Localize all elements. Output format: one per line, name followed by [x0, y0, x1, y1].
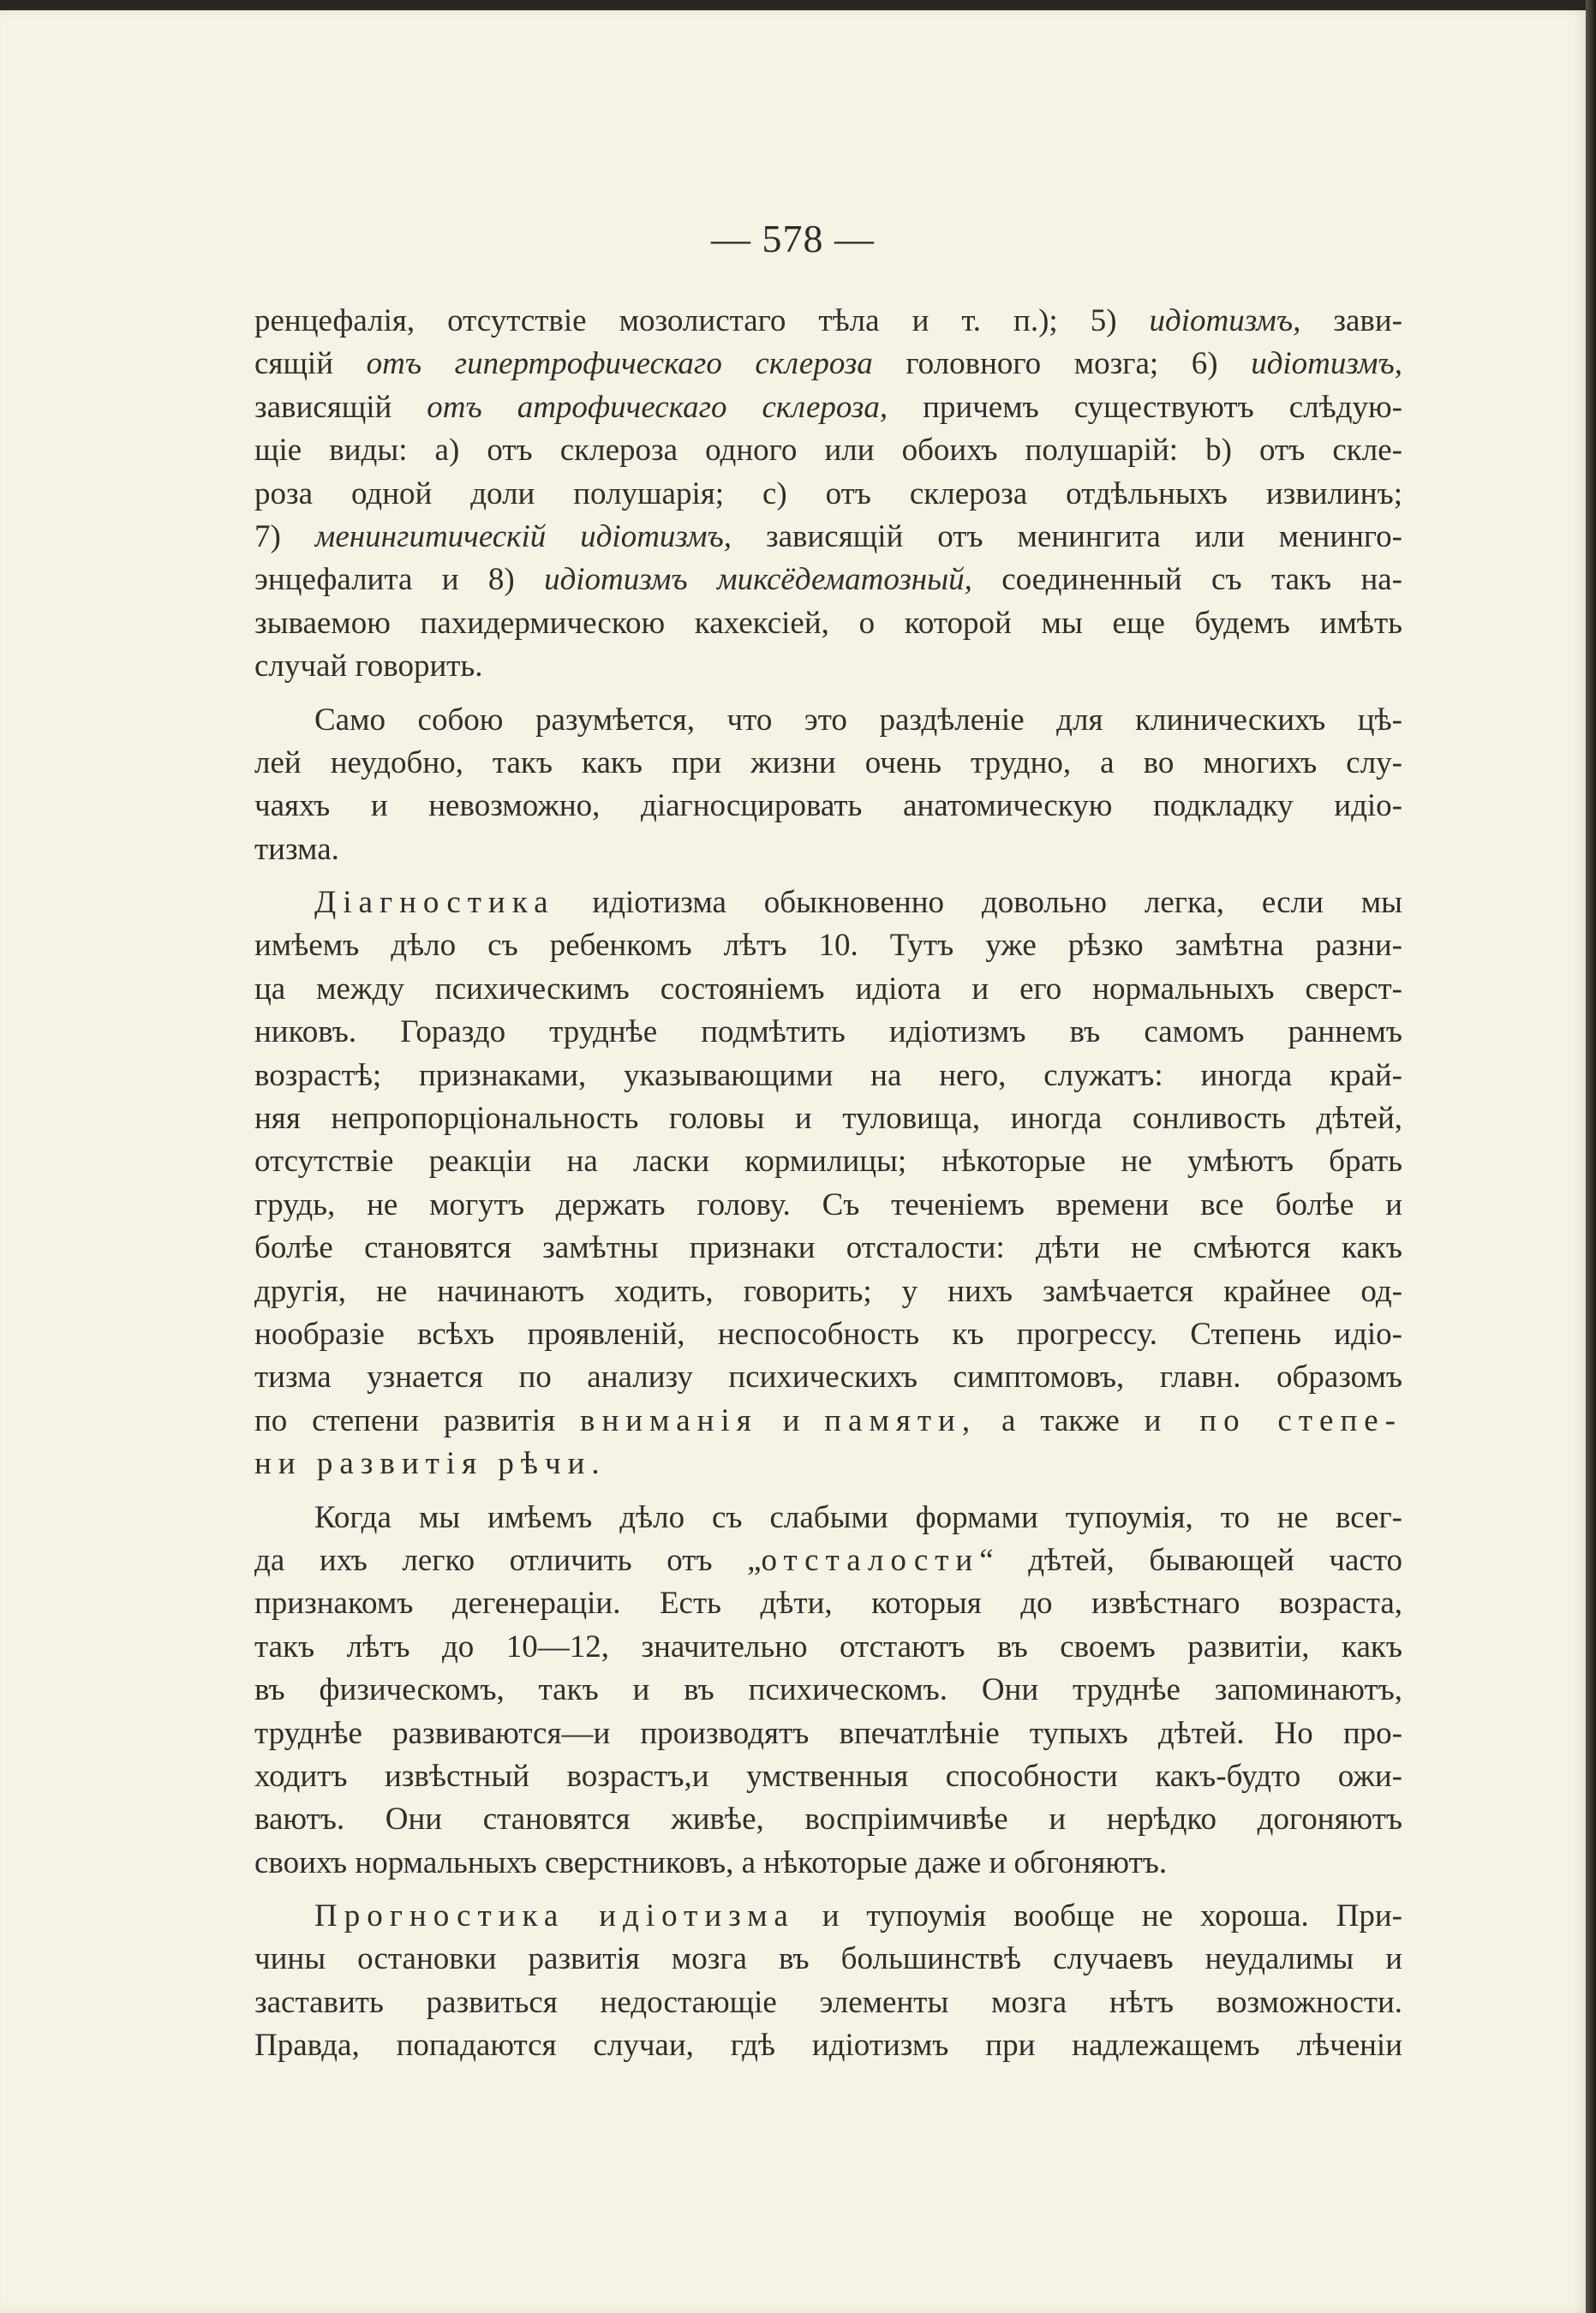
- italic-term: идіотизмъ,: [1251, 346, 1402, 382]
- text-line: [254, 1140, 1402, 1183]
- body-text: [254, 300, 1402, 2068]
- text-line: [254, 1227, 1402, 1270]
- text-segment: имѣемъ дѣло съ ребенкомъ лѣтъ 10. Тутъ уже рѣзко замѣтна разни-: [254, 928, 1402, 964]
- text-line: [254, 1356, 1402, 1399]
- text-line: [254, 1270, 1402, 1313]
- text-segment: ходитъ извѣстный возрастъ,и умственныя способности какъ-будто ожи-: [254, 1758, 1402, 1794]
- spaced-term: Діагностика: [314, 885, 555, 921]
- text-line: [254, 602, 1402, 645]
- italic-term: отъ гипертрофическаго склероза: [366, 346, 873, 382]
- book-page: [0, 10, 1586, 2313]
- text-segment: и тупоумія вообще не хороша. При-: [794, 1898, 1403, 1934]
- text-segment: ваютъ. Они становятся живѣе, воспріимчивѣе и нерѣдко догоняютъ: [254, 1802, 1402, 1838]
- text-segment: щіе виды: а) отъ склероза одного или обоихъ полушарій: b) отъ скле-: [254, 433, 1402, 469]
- scan-top-edge: [0, 0, 1596, 10]
- paragraph-gap: [254, 1885, 1402, 1895]
- spaced-term: Прогностика идіотизма: [314, 1898, 795, 1934]
- text-segment: причемъ существуютъ слѣдую-: [888, 389, 1402, 425]
- text-line: [254, 742, 1402, 785]
- text-segment: соединенный съ такъ на-: [971, 562, 1402, 598]
- text-line: [254, 1938, 1402, 1981]
- italic-term: отъ атрофическаго склероза,: [427, 389, 888, 425]
- text-line: [254, 1712, 1402, 1755]
- text-segment: по степени развитія: [254, 1402, 580, 1438]
- text-segment: и: [757, 1402, 825, 1438]
- text-line: [254, 2024, 1402, 2067]
- text-segment: зави-: [1300, 303, 1403, 338]
- text-line: [254, 1097, 1402, 1140]
- text-line: [254, 1497, 1402, 1539]
- text-line: [254, 1400, 1402, 1443]
- text-line: [254, 1981, 1402, 2024]
- text-segment: ренцефалія, отсутствіе мозолистаго тѣла и т. п.); 5): [254, 303, 1150, 338]
- text-segment: другія, не начинаютъ ходить, говорить; у нихъ замѣчается крайнее од-: [254, 1273, 1402, 1309]
- text-segment: зависящій отъ менингита или менинго-: [732, 518, 1402, 554]
- text-line: [254, 516, 1402, 559]
- spaced-term: отсталости: [761, 1542, 980, 1578]
- italic-term: менингитическій идіотизмъ,: [314, 518, 732, 554]
- text-segment: труднѣе развиваются—и производятъ впечатлѣніе тупыхъ дѣтей. Но про-: [254, 1715, 1402, 1751]
- paragraph-gap: [254, 871, 1402, 882]
- text-line: [254, 924, 1402, 967]
- text-segment: отсутствіе реакціи на ласки кормилицы; нѣкоторые не умѣютъ брать: [254, 1144, 1402, 1180]
- spaced-term: вниманія: [579, 1402, 758, 1438]
- text-line: [254, 1842, 1402, 1885]
- text-segment: тизма.: [254, 831, 339, 867]
- italic-term: идіотизмъ миксёдематозный,: [544, 562, 972, 598]
- text-segment: 7): [254, 518, 315, 554]
- text-line: [254, 699, 1402, 742]
- text-segment: зависящій: [254, 389, 427, 425]
- paragraph-gap: [254, 689, 1402, 699]
- text-line: [254, 1539, 1402, 1582]
- text-segment: признакомъ дегенераціи. Есть дѣти, которыя до извѣстнаго возраста,: [254, 1586, 1402, 1622]
- text-line: [254, 1313, 1402, 1356]
- text-line: [254, 882, 1402, 924]
- text-segment: своихъ нормальныхъ сверстниковъ, а нѣкоторые даже и обгоняютъ.: [254, 1844, 1168, 1880]
- text-segment: грудь, не могутъ держать голову. Съ теченіемъ времени все болѣе и: [254, 1186, 1402, 1222]
- text-segment: зываемою пахидермическою кахексіей, о которой мы еще будемъ имѣть: [254, 605, 1402, 641]
- text-segment: роза одной доли полушарія; с) отъ склероза отдѣльныхъ извилинъ;: [254, 475, 1402, 511]
- text-segment: энцефалита и 8): [254, 562, 545, 598]
- text-line: [254, 429, 1402, 472]
- text-segment: въ физическомъ, такъ и въ психическомъ. Они труднѣе запоминаютъ,: [254, 1672, 1402, 1708]
- text-segment: “ дѣтей, бывающей часто: [979, 1542, 1402, 1578]
- text-segment: возрастѣ; признаками, указывающими на него, служатъ: иногда край-: [254, 1057, 1402, 1093]
- text-segment: заставить развиться недостающіе элементы мозга нѣтъ возможности.: [254, 1984, 1402, 2020]
- spaced-term: памяти,: [824, 1402, 977, 1438]
- text-line: [254, 1798, 1402, 1841]
- text-segment: чаяхъ и невозможно, діагносцировать анатомическую подкладку идіо-: [254, 788, 1402, 824]
- text-segment: такъ лѣтъ до 10—12, значительно отстаютъ въ своемъ развитіи, какъ: [254, 1629, 1402, 1665]
- spaced-term: ни развитія рѣчи.: [254, 1446, 607, 1482]
- text-line: [254, 1626, 1402, 1669]
- text-segment: да ихъ легко отличить отъ „: [254, 1542, 762, 1578]
- text-segment: Когда мы имѣемъ дѣло съ слабыми формами тупоумія, то не всег-: [314, 1499, 1402, 1535]
- text-segment: никовъ. Гораздо труднѣе подмѣтить идіотизмъ въ самомъ раннемъ: [254, 1014, 1402, 1050]
- text-line: [254, 1669, 1402, 1712]
- scan-right-edge: [1586, 0, 1596, 2313]
- text-segment: Правда, попадаются случаи, гдѣ идіотизмъ при надлежащемъ лѣченіи: [254, 2028, 1402, 2064]
- text-segment: чины остановки развитія мозга въ большинствѣ случаевъ неудалимы и: [254, 1941, 1402, 1977]
- paragraph-gap: [254, 1486, 1402, 1497]
- text-line: [254, 1443, 1402, 1485]
- text-segment: болѣе становятся замѣтны признаки отсталости: дѣти не смѣются какъ: [254, 1230, 1402, 1266]
- text-line: [254, 968, 1402, 1011]
- text-segment: сящій: [254, 346, 367, 382]
- text-segment: случай говорить.: [254, 648, 483, 684]
- text-line: [254, 1184, 1402, 1227]
- page-number: — 578 —: [711, 217, 875, 260]
- text-segment: тизма узнается по анализу психическихъ симптомовъ, главн. образомъ: [254, 1360, 1402, 1396]
- text-line: [254, 386, 1402, 429]
- text-line: [254, 828, 1402, 871]
- text-line: [254, 559, 1402, 601]
- text-line: [254, 785, 1402, 828]
- text-segment: няя непропорціональность головы и туловища, иногда сонливость дѣтей,: [254, 1101, 1402, 1137]
- text-line: [254, 1895, 1402, 1938]
- text-segment: идіотизма обыкновенно довольно легка, если мы: [554, 885, 1402, 921]
- text-segment: головного мозга; 6): [872, 346, 1252, 382]
- text-line: [254, 343, 1402, 386]
- text-segment: а также: [977, 1402, 1145, 1438]
- text-line: [254, 473, 1402, 516]
- text-line: [254, 1582, 1402, 1625]
- text-segment: лей неудобно, такъ какъ при жизни очень трудно, а во многихъ слу-: [254, 744, 1402, 780]
- text-line: [254, 1755, 1402, 1798]
- text-line: [254, 1055, 1402, 1097]
- spaced-term: и по степе-: [1144, 1402, 1402, 1438]
- text-line: [254, 300, 1402, 343]
- text-segment: Само собою разумѣется, что это раздѣленіе для клиническихъ цѣ-: [314, 702, 1402, 738]
- text-line: [254, 1011, 1402, 1054]
- italic-term: идіотизмъ,: [1149, 303, 1301, 338]
- text-segment: ца между психическимъ состояніемъ идіота и его нормальныхъ сверст-: [254, 971, 1402, 1007]
- text-line: [254, 645, 1402, 688]
- text-segment: нообразіе всѣхъ проявленій, неспособность къ прогрессу. Степень идіо-: [254, 1316, 1402, 1352]
